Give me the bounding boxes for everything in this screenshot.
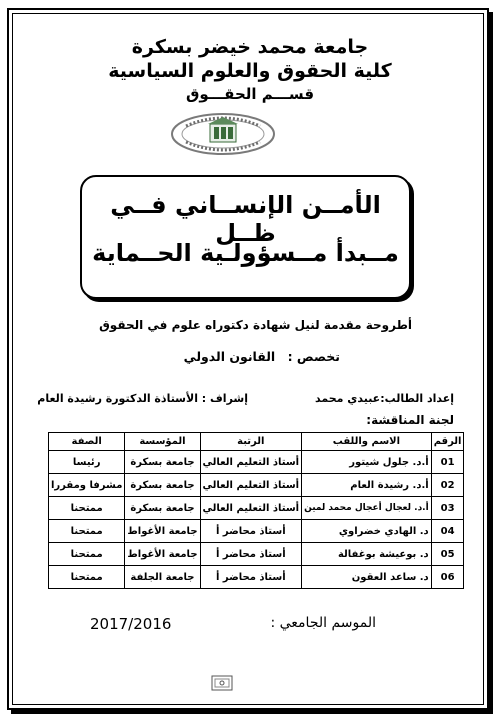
student-name: إعداد الطالب:عبيدي محمد [314,392,454,405]
cell-role: ممتحنا [49,497,125,520]
table-row [49,497,464,520]
cell-name: أ.د. رشيدة العام [302,474,432,497]
page-number-ornament-icon [211,675,233,691]
faculty-name: كلية الحقوق والعلوم السياسية [108,60,392,82]
academic-year-value: 2017/2016 [90,615,172,633]
supervisor-name: إشراف : الأستاذة الدكتورة رشيدة العام [37,392,248,405]
cell-institution: جامعة بسكرة [125,474,200,497]
cell-number: 06 [431,566,464,589]
cell-institution: جامعة بسكرة [125,451,200,474]
cell-rank: أستاذ التعليم العالي [200,474,302,497]
cell-name: د. ساعد العقون [302,566,432,589]
university-seal-icon [170,112,276,156]
cell-institution: جامعة الأغواط [125,543,200,566]
committee-table-header-row [49,433,464,451]
cell-role: رئيسا [49,451,125,474]
specialization-label: تخصص : [287,349,340,364]
cell-number: 03 [431,497,464,520]
cell-role: ممتحنا [49,566,125,589]
cell-rank: أستاذ محاضر أ [200,520,302,543]
table-row [49,543,464,566]
cell-name: أ.د. لعجال أعجال محمد لمين [302,497,432,520]
department-name: قســـم الحقـــوق [185,85,315,103]
table-row [49,451,464,474]
cell-rank: أستاذ التعليم العالي [200,451,302,474]
column-header-role: الصفة [49,433,125,451]
column-header-institution: المؤسسة [125,433,200,451]
cell-name: د. الهادي خضراوي [302,520,432,543]
column-header-name: الاسم واللقب [302,433,432,451]
cell-institution: جامعة بسكرة [125,497,200,520]
university-name: جامعة محمد خيضر بسكرة [131,36,369,58]
cell-rank: أستاذ محاضر أ [200,543,302,566]
specialization [184,349,340,364]
thesis-statement: أطروحة مقدمة لنيل شهادة دكتوراه علوم في الحقوق [99,318,412,332]
cell-number: 01 [431,451,464,474]
column-header-number: الرقم [431,433,464,451]
table-row [49,474,464,497]
cell-rank: أستاذ التعليم العالي [200,497,302,520]
page-border-shadow-right [489,12,493,714]
table-row [49,566,464,589]
cell-role: مشرفا ومقررا [49,474,125,497]
cell-role: ممتحنا [49,543,125,566]
cell-role: ممتحنا [49,520,125,543]
cell-number: 05 [431,543,464,566]
table-row [49,520,464,543]
thesis-title-box [80,175,411,299]
cell-number: 04 [431,520,464,543]
specialization-value: القانون الدولي [183,349,276,364]
page-border-shadow-bottom [11,710,493,714]
committee-table [48,432,464,589]
cell-institution: جامعة الأغواط [125,520,200,543]
academic-year-label: الموسم الجامعي : [270,615,376,631]
cell-number: 02 [431,474,464,497]
cell-institution: جامعة الجلفة [125,566,200,589]
cell-name: د. بوعيشة بوغفالة [302,543,432,566]
thesis-title-line-2: مــبدأ مــسؤولـية الحــماية [92,239,399,267]
committee-label: لجنة المناقشة: [366,413,454,427]
thesis-title-line-1: الأمــن الإنســاني فــي ظــل [110,191,381,247]
cell-name: أ.د. جلول شيتور [302,451,432,474]
cell-rank: أستاذ محاضر أ [200,566,302,589]
column-header-rank: الرتبة [200,433,302,451]
